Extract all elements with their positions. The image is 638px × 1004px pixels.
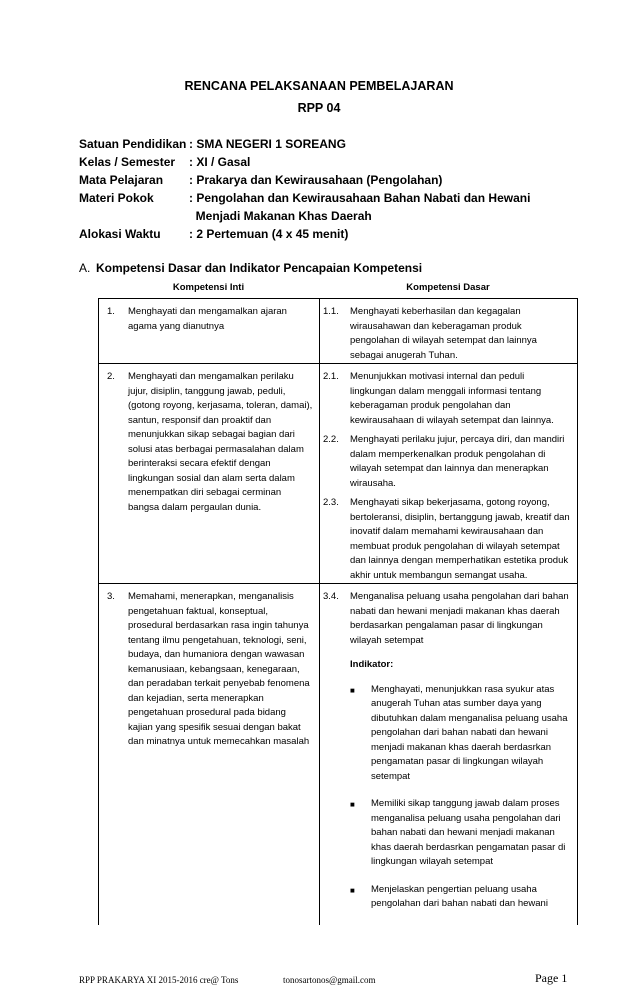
identity-label: Satuan Pendidikan [79,137,187,151]
ki-number: 1. [107,306,115,317]
table-cell-kd [320,364,578,584]
kd-item [320,428,577,491]
table-cell-ki [99,364,320,584]
table-row [99,584,578,925]
kd-number: 1.1. [323,306,339,317]
indikator-heading: Indikator: [350,659,394,670]
identity-row [79,209,372,223]
indikator-item [350,883,577,912]
table-cell-ki [99,584,320,925]
kd-number: 2.2. [323,434,339,445]
table-cell-ki [99,299,320,364]
bullet-square-icon: ■ [350,685,355,695]
kd-text: Menghayati sikap bekerjasama, gotong royong, bertoleransi, disiplin, bertanggung jawab, kreatif dan inovatif dalam memahami kewirausahaan dan membuat produk pengolahan di wilayah setempat dan lainnya dengan memperhatikan estetika produk akhir untuk membangun semangat usaha. [350,497,570,581]
kd-item [320,364,577,428]
ki-text: Menghayati dan mengamalkan perilaku jujur, disiplin, tanggung jawab, peduli, (gotong royong, kerjasama, toleran, damai), santun, responsif dan proaktif dan menunjukkan sikap sebagai bagian dari solusi atas berbagai permasalahan dalam berinteraksi secara efektif dengan lingkungan sosial dan alam serta dalam menempatkan diri sebagai cerminan bangsa dalam pergaulan dunia. [128,371,313,513]
bullet-square-icon: ■ [350,885,355,895]
identity-row [79,191,530,205]
kd-number: 3.4. [323,591,339,602]
identity-label: Kelas / Semester [79,155,176,169]
indikator-text: Menghayati, menunjukkan rasa syukur atas anugerah Tuhan atas sumber daya yang dibutuhkan dalam menganalisa peluang usaha pengolahan dari bahan nabati dan hewani menjadi makanan khas daerah berdasrkan pengamatan pasar di lingkungan wilayah setempat [371,683,568,782]
table-cell-kd [320,299,578,364]
column-header-kd: Kompetensi Dasar [406,282,490,293]
kd-number: 2.3. [323,497,339,508]
section-letter: A. [79,261,91,275]
kd-text: Menganalisa peluang usaha pengolahan dari bahan nabati dan hewani menjadi makanan khas daerah berdasarkan pengalaman pasar di lingkungan wilayah setempat [350,591,569,646]
identity-value: : 2 Pertemuan (4 x 45 menit) [189,227,349,241]
identity-label: Materi Pokok [79,191,154,205]
footer-left: RPP PRAKARYA XI 2015-2016 cre@ Tons [79,975,239,985]
section-title: Kompetensi Dasar dan Indikator Pencapaian Kompetensi [96,261,423,275]
ki-number: 3. [107,591,115,602]
ki-item [99,364,319,515]
kd-text: Menghayati perilaku jujur, percaya diri, dan mandiri dalam memperkenalkan produk pengolahan di wilayah setempat dan lainnya dan menerapkan wirausaha. [350,434,565,489]
footer-email: tonosartonos@gmail.com [283,975,376,985]
ki-item [99,584,319,750]
kd-number: 2.1. [323,371,339,382]
bullet-square-icon: ■ [350,800,355,809]
identity-row [79,155,250,169]
identity-row [79,227,348,241]
kd-text: Menunjukkan motivasi internal dan peduli lingkungan dalam menggali informasi tentang keberagaman produk pengolahan dan kewirausahaan di wilayah setempat dan lainnya. [350,371,554,426]
identity-value: Menjadi Makanan Khas Daerah [189,209,372,223]
ki-number: 2. [107,371,115,382]
identity-row [79,137,346,151]
identity-value: : Pengolahan dan Kewirausahaan Bahan Nabati dan Hewani [189,191,531,205]
kd-text: Menghayati keberhasilan dan kegagalan wirausahawan dan keberagaman produk pengolahan di wilayah setempat dan lainnya sebagai anugerah Tuhan. [350,306,537,361]
page-number: Page 1 [535,971,568,985]
table-cell-kd [320,584,578,925]
ki-item [99,299,319,334]
kd-item [320,584,577,648]
identity-label: Alokasi Waktu [79,227,161,241]
table-row [99,364,578,584]
indikator-item [350,683,577,785]
document-title: RENCANA PELAKSANAAN PEMBELAJARAN [184,79,454,93]
kd-item [320,299,577,363]
identity-label: Mata Pelajaran [79,173,164,187]
indikator-text: Memiliki sikap tanggung jawab dalam proses menganalisa peluang usaha pengolahan dari bahan nabati dan hewani menjadi makanan khas daerah berdasrkan pengamatan pasar di lingkungan wilayah setempat [371,798,566,867]
identity-value: : SMA NEGERI 1 SOREANG [189,137,346,151]
identity-value: : Prakarya dan Kewirausahaan (Pengolahan) [189,173,443,187]
identity-row [79,173,442,187]
column-header-ki: Kompetensi Inti [172,282,245,293]
section-heading [79,261,422,275]
identity-value: : XI / Gasal [189,155,251,169]
kd-item [320,491,577,583]
indikator-item [350,797,577,870]
ki-text: Memahami, menerapkan, menganalisis pengetahuan faktual, konseptual, prosedural berdasarkan rasa ingin tahunya tentang ilmu pengetahuan, teknologi, seni, budaya, dan humaniora dengan wawasan kemanusiaan, kebangsaan, kenegaraan, dan peradaban terkait penyebab fenomena dan kejadian, serta menerapkan pengetahuan prosedural pada bidang kajian yang spesifik sesuai dengan bakat dan minatnya untuk memecahkan masalah [128,591,310,747]
ki-text: Menghayati dan mengamalkan ajaran agama yang dianutnya [128,306,287,332]
table-row [99,299,578,364]
document-subtitle: RPP 04 [297,101,341,115]
competency-table [98,298,578,925]
indikator-text: Menjelaskan pengertian peluang usaha pengolahan dari bahan nabati dan hewani [371,883,548,909]
